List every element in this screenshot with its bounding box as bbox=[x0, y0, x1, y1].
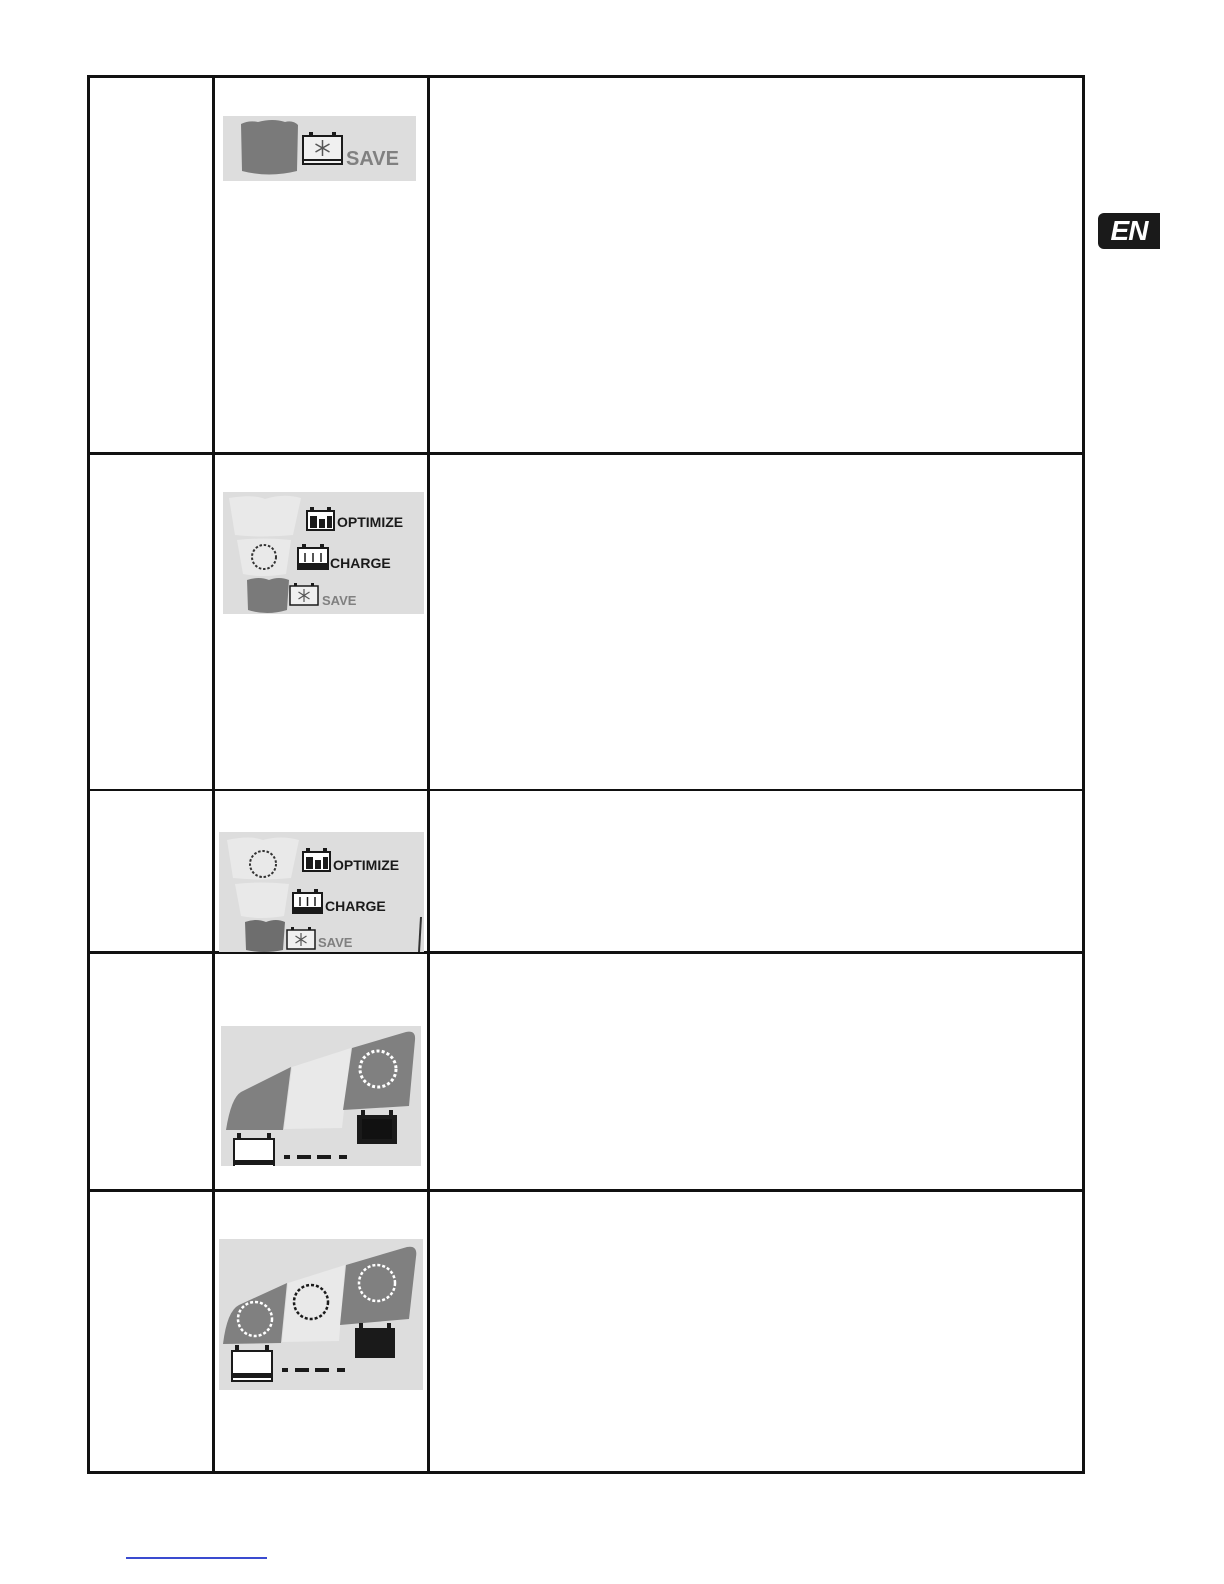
save-segment-icon bbox=[245, 920, 285, 952]
battery-snowflake-icon bbox=[303, 132, 342, 164]
display-panel-optimize bbox=[219, 832, 424, 952]
save-label: SAVE bbox=[318, 935, 353, 950]
optimize-segment-icon bbox=[229, 496, 301, 537]
display-panel-level-bar-all bbox=[219, 1239, 423, 1390]
save-segment-icon bbox=[241, 120, 298, 175]
battery-snowflake-icon bbox=[287, 927, 315, 949]
battery-charge-icon bbox=[298, 544, 328, 569]
charge-label: CHARGE bbox=[330, 555, 391, 571]
save-segment-icon bbox=[247, 578, 289, 613]
battery-full-icon bbox=[356, 1323, 394, 1357]
column-divider bbox=[212, 75, 215, 1474]
language-label: EN bbox=[1110, 215, 1148, 246]
row-divider bbox=[87, 1189, 1085, 1192]
table-top-border bbox=[87, 75, 1085, 78]
save-label: SAVE bbox=[346, 148, 399, 170]
column-divider bbox=[427, 75, 430, 1474]
optimize-label: OPTIMIZE bbox=[333, 857, 400, 873]
battery-empty-icon bbox=[232, 1345, 272, 1381]
battery-snowflake-icon bbox=[290, 583, 318, 605]
charge-segment-icon bbox=[235, 883, 289, 919]
row-divider bbox=[87, 452, 1085, 455]
table-bottom-border bbox=[87, 1471, 1085, 1474]
display-panel-save bbox=[223, 116, 416, 181]
table-right-border bbox=[1082, 75, 1085, 1474]
table-left-border bbox=[87, 75, 90, 1474]
optimize-segment-icon bbox=[227, 838, 299, 880]
save-label: SAVE bbox=[322, 593, 357, 608]
footer-link-underline[interactable] bbox=[126, 1557, 267, 1559]
display-panel-level-bar bbox=[221, 1026, 421, 1166]
display-panel-charge bbox=[223, 492, 424, 614]
charge-label: CHARGE bbox=[325, 898, 386, 914]
language-tab bbox=[1098, 213, 1160, 249]
battery-charge-icon bbox=[293, 889, 322, 913]
row-divider bbox=[87, 789, 1085, 791]
optimize-label: OPTIMIZE bbox=[337, 514, 404, 530]
battery-optimize-icon bbox=[307, 507, 334, 530]
battery-optimize-icon bbox=[303, 848, 330, 871]
